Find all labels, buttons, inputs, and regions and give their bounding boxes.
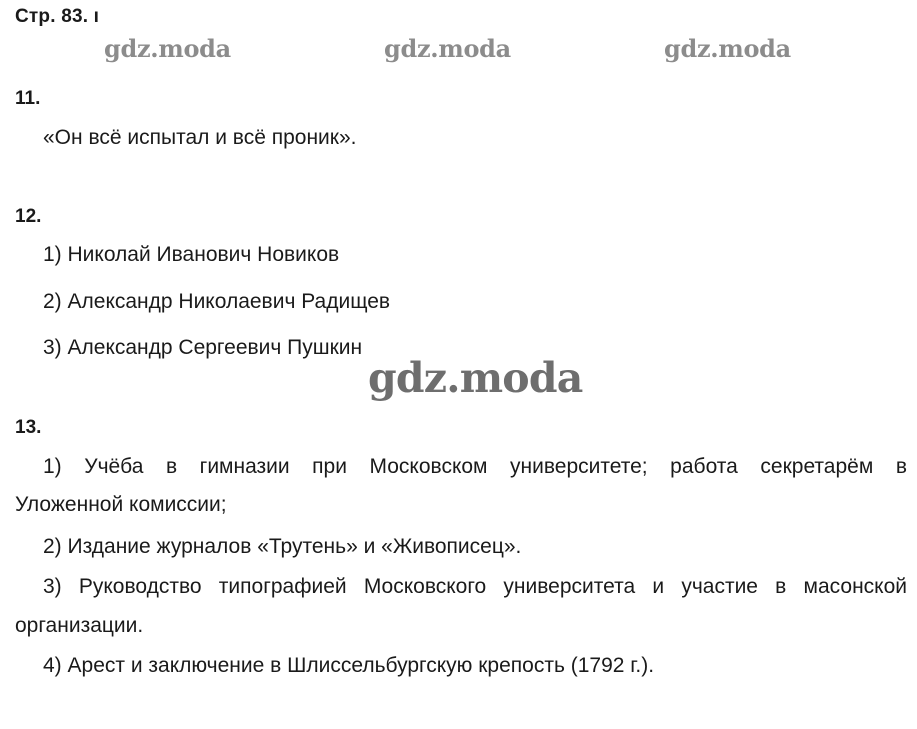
task-12-item: 2) Александр Николаевич Радищев — [43, 290, 391, 313]
task-13-item-3-line-1: 3) Руководство типографией Московского университета и участие в масонской — [43, 575, 907, 598]
task-number-13: 13. — [15, 417, 42, 438]
task-11-answer: «Он всё испытал и всё проник». — [43, 126, 357, 149]
task-number-11: 11. — [15, 88, 41, 109]
watermark: gdz.moda — [384, 34, 511, 63]
task-13-item-1-line-1: 1) Учёба в гимназии при Московском университете; работа секретарём в — [43, 455, 907, 478]
task-13-item-2: 2) Издание журналов «Трутень» и «Живописец». — [43, 535, 522, 558]
page-header: Стр. 83. ı — [15, 6, 100, 27]
task-13-item-4: 4) Арест и заключение в Шлиссельбургскую крепость (1792 г.). — [43, 654, 655, 677]
task-12-item: 1) Николай Иванович Новиков — [43, 243, 340, 266]
task-number-12: 12. — [15, 206, 42, 227]
watermark: gdz.moda — [664, 34, 791, 63]
task-13-item-1-line-2: Уложенной комиссии; — [15, 493, 227, 516]
task-13-item-3-line-2: организации. — [15, 614, 144, 637]
watermark-large: gdz.moda — [368, 354, 583, 402]
task-12-item: 3) Александр Сергеевич Пушкин — [43, 336, 363, 359]
watermark: gdz.moda — [104, 34, 231, 63]
